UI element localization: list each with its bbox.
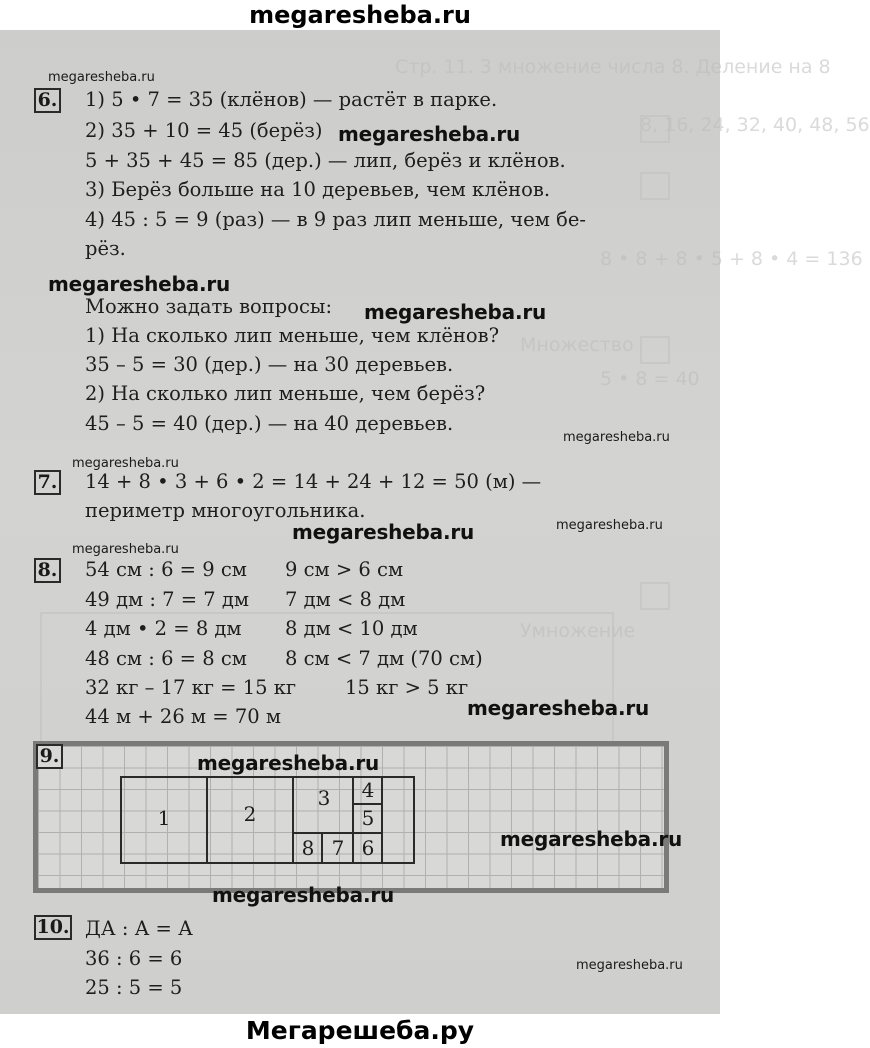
- task6-line-1: 1) 5 • 7 = 35 (клёнов) — растёт в парке.: [85, 88, 498, 111]
- footer-site-name[interactable]: Мегарешеба.ру: [0, 1014, 720, 1048]
- task6-line-8: 1) На сколько лип меньше, чем клёнов?: [85, 324, 500, 347]
- task8-row-4-right: 8 см < 7 дм (70 см): [285, 647, 483, 670]
- watermark-large: megaresheba.ru: [500, 827, 683, 851]
- watermark-large: megaresheba.ru: [197, 751, 380, 775]
- ghost-text: Умножение: [520, 620, 636, 642]
- ghost-box: [640, 336, 670, 364]
- cell-label-7: 7: [331, 836, 345, 860]
- cell-label-5: 5: [361, 806, 375, 830]
- task6-line-2: 2) 35 + 10 = 45 (берёз): [85, 119, 323, 142]
- watermark-large: megaresheba.ru: [467, 696, 650, 720]
- watermark-small: megaresheba.ru: [556, 518, 663, 533]
- task6-line-9: 35 – 5 = 30 (дер.) — на 30 деревьев.: [85, 353, 454, 376]
- task-number-8: 8.: [34, 558, 61, 583]
- task6-line-5: 4) 45 : 5 = 9 (раз) — в 9 раз лип меньше, чем бе-: [85, 208, 586, 231]
- ghost-text: Множество: [520, 334, 634, 356]
- watermark-small: megaresheba.ru: [576, 958, 683, 973]
- task10-line-3: 25 : 5 = 5: [85, 976, 183, 999]
- header-site-name[interactable]: megaresheba.ru: [249, 1, 471, 29]
- task6-line-4: 3) Берёз больше на 10 деревьев, чем клёнов.: [85, 178, 551, 201]
- cell-label-8: 8: [301, 836, 315, 860]
- scanned-page: [0, 30, 870, 1014]
- task6-line-11: 45 – 5 = 40 (дер.) — на 40 деревьев.: [85, 412, 454, 435]
- watermark-large: megaresheba.ru: [338, 122, 521, 146]
- task7-line-1: 14 + 8 • 3 + 6 • 2 = 14 + 24 + 12 = 50 (м) —: [85, 470, 542, 493]
- task8-row-5-left: 32 кг – 17 кг = 15 кг: [85, 676, 297, 699]
- task8-row-4-left: 48 см : 6 = 8 см: [85, 647, 247, 670]
- task8-row-3-left: 4 дм • 2 = 8 дм: [85, 617, 242, 640]
- watermark-large: megaresheba.ru: [292, 520, 475, 544]
- task10-line-2: 36 : 6 = 6: [85, 947, 183, 970]
- ghost-box: [640, 172, 670, 200]
- watermark-small: megaresheba.ru: [563, 430, 670, 445]
- task6-line-3: 5 + 35 + 45 = 85 (дер.) — лип, берёз и клёнов.: [85, 149, 566, 172]
- watermark-large: megaresheba.ru: [48, 272, 231, 296]
- task6-line-6: рёз.: [85, 237, 126, 260]
- task-number-7: 7.: [34, 470, 61, 495]
- task8-row-2-left: 49 дм : 7 = 7 дм: [85, 588, 250, 611]
- ghost-box: [640, 115, 670, 143]
- cell-label-1: 1: [157, 806, 171, 830]
- watermark-large: megaresheba.ru: [212, 883, 395, 907]
- cell-label-3: 3: [317, 786, 331, 810]
- ghost-box: [640, 582, 670, 610]
- task6-line-10: 2) На сколько лип меньше, чем берёз?: [85, 382, 486, 405]
- task-number-10: 10.: [34, 915, 72, 940]
- cell-label-2: 2: [243, 802, 257, 826]
- ghost-text: 8, 16, 24, 32, 40, 48, 56: [640, 114, 870, 136]
- watermark-small: megaresheba.ru: [72, 456, 179, 471]
- ghost-text: Стр. 11. 3 множение числа 8. Деление на 8: [395, 56, 831, 78]
- watermark-small: megaresheba.ru: [48, 70, 155, 85]
- task10-line-1: ДА : А = А: [85, 917, 193, 940]
- task-number-9: 9.: [36, 744, 63, 769]
- task8-row-3-right: 8 дм < 10 дм: [285, 617, 418, 640]
- task8-row-5-right: 15 кг > 5 кг: [345, 676, 469, 699]
- task7-line-2: периметр многоугольника.: [85, 499, 366, 522]
- task-number-6: 6.: [34, 88, 61, 113]
- task8-row-2-right: 7 дм < 8 дм: [285, 588, 406, 611]
- task8-row-6-left: 44 м + 26 м = 70 м: [85, 705, 282, 728]
- ghost-text: 8 • 8 + 8 • 5 + 8 • 4 = 136: [600, 248, 863, 270]
- watermark-large: megaresheba.ru: [364, 300, 547, 324]
- task6-line-7: Можно задать вопросы:: [85, 295, 333, 318]
- ghost-text: 5 • 8 = 40: [600, 368, 700, 390]
- task8-row-1-right: 9 см > 6 см: [285, 558, 404, 581]
- task8-row-1-left: 54 см : 6 = 9 см: [85, 558, 247, 581]
- cell-label-4: 4: [361, 778, 375, 802]
- cell-label-6: 6: [361, 836, 375, 860]
- watermark-small: megaresheba.ru: [72, 542, 179, 557]
